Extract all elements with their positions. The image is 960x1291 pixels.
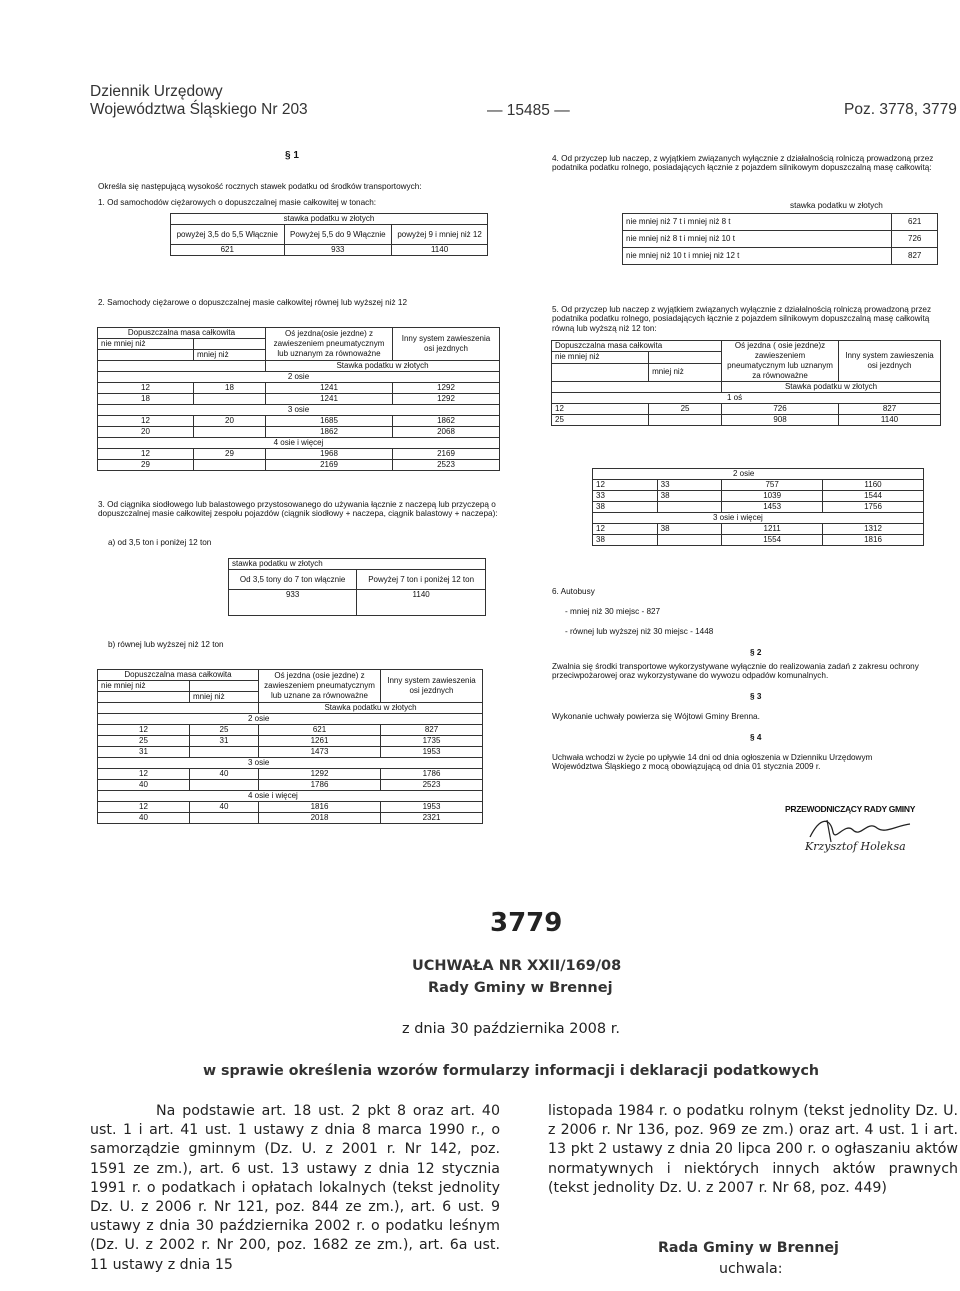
- table-title: stawka podatku w złotych: [171, 214, 488, 225]
- table-row: 12 20 1685 1862: [98, 416, 500, 427]
- rate-cell: 1140: [392, 245, 488, 256]
- item-1-text: 1. Od samochodów ciężarowych o dopuszczalnej masie całkowitej w tonach:: [98, 198, 377, 207]
- item-3-text: 3. Od ciągnika siodłowego lub balastowego przystosowanego do używania łącznie z naczepą lub przyczepą o dopuszczalnej masie całkowitej zespołu pojazdów (ciągnik siodłowy + naczepa, ciągnik balastowy + naczepa):: [98, 500, 498, 519]
- table-row: 12 33 757 1160: [593, 480, 924, 491]
- item-6-text: 6. Autobusy: [552, 587, 595, 596]
- col-head: powyżej 9 i mniej niż 12: [392, 225, 488, 245]
- legal-basis-text: listopada 1984 r. o podatku rolnym (tekst jednolity Dz. U. z 2006 r. Nr 136, poz. 969 ze zm.) oraz art. 4 ust. 1 i art. 13 pkt 2 ustawy z dnia 20 lipca 200 r. o ogłaszaniu aktów normatywnych i niektórych innych aktów prawnych (tekst jednolity Dz. U. z 2007 r. Nr 68, poz. 449): [548, 1103, 958, 1196]
- table-row: 38 1453 1756: [593, 502, 924, 513]
- page-number: — 15485 —: [487, 102, 570, 119]
- col-head: Dopuszczalna masa całkowita: [98, 328, 266, 339]
- item-5-text: 5. Od przyczep lub naczep z wyjątkiem związanych wyłącznie z działalnością rolniczą prowadzoną przez podatnika podatku rolnego, posiadających łącznie z pojazdem silnikowym dopuszczalną masę całkowitą równą lub wyższą niż 12 ton:: [552, 305, 932, 333]
- group-label: 1 oś: [552, 393, 941, 404]
- resolution-subject: w sprawie określenia wzorów formularzy informacji i deklaracji podatkowych: [203, 1063, 820, 1079]
- resolution-title: UCHWAŁA NR XXII/169/08: [412, 958, 622, 974]
- legal-basis-col2: [548, 1102, 958, 1198]
- table-row: nie mniej niż 8 t i mniej niż 10 t 726: [623, 231, 938, 248]
- table-tractors-light: [228, 558, 486, 616]
- item-3a-text: a) od 3,5 ton i poniżej 12 ton: [108, 538, 212, 547]
- table-row: 25 31 1261 1735: [98, 736, 483, 747]
- table-row: 40 1786 2523: [98, 780, 483, 791]
- legal-basis-col1: [90, 1102, 500, 1275]
- journal-issue: Województwa Śląskiego Nr 203: [90, 101, 308, 118]
- paragraph-1-heading: § 1: [285, 150, 299, 161]
- table-row: 33 38 1039 1544: [593, 491, 924, 502]
- table-row: 20 1862 2068: [98, 427, 500, 438]
- col-head: mniej niż: [649, 363, 722, 381]
- col-head: Inny system zawieszenia osi jezdnych: [381, 670, 483, 703]
- legal-basis-text: Na podstawie art. 18 ust. 2 pkt 8 oraz art. 40 ust. 1 i art. 41 ust. 1 ustawy z dnia 8 marca 1990 r., o samorządzie gminnym (Dz. U. z 2001 r. Nr 142, poz. 1591 ze zm.), art. 6 ust. 13 ustawy z dnia 12 stycznia 1991 r. o podatkach i opłatach lokalnych (tekst jednolity Dz. U. z 2006 r. Nr 121, poz. 844 ze zm.), art. 6 ust. 9 ustawy z dnia 30 października 2002 r. o podatku leśnym (Dz. U. z 2002 r. Nr 200, poz. 1682 ze zm.), art. 6a ust. 11 ustawy z dnia 15: [90, 1103, 500, 1273]
- group-label: 3 osie i więcej: [593, 513, 924, 524]
- table-row: 12 25 726 827: [552, 404, 941, 415]
- table-row: nie mniej niż 7 t i mniej niż 8 t 621: [623, 214, 938, 231]
- resolution-number: 3779: [490, 908, 563, 938]
- col-head: mniej niż: [190, 692, 259, 703]
- table-trucks-heavy: [97, 327, 500, 471]
- stamp-title: PRZEWODNICZĄCY RADY GMINY: [785, 804, 916, 814]
- group-label: 2 osie: [98, 714, 483, 725]
- table-trucks-light: [170, 213, 488, 256]
- item-4-text: 4. Od przyczep lub naczep, z wyjątkiem związanych wyłącznie z działalnością rolniczą prowadzoną przez podatnika podatku rolnego, posiadających łącznie z pojazdem silnikowym dopuszczalną masę całkowitą:: [552, 154, 934, 173]
- col-head: nie mniej niż: [552, 352, 649, 363]
- table-row: 18 1241 1292: [98, 394, 500, 405]
- signer-name: Krzysztof Holeksa: [805, 840, 906, 853]
- col-head: Powyżej 7 ton i poniżej 12 ton: [357, 570, 486, 590]
- col-head: Powyżej 5,5 do 9 Włącznie: [284, 225, 392, 245]
- table-row: 31 1473 1953: [98, 747, 483, 758]
- table-row: 12 25 621 827: [98, 725, 483, 736]
- rate-cell: 933: [284, 245, 392, 256]
- col-head: powyżej 3,5 do 5,5 Włącznie: [171, 225, 285, 245]
- rate-cell: 1140: [357, 590, 486, 616]
- group-label: 4 osie i więcej: [98, 791, 483, 802]
- col-head: Oś jezdna ( osie jezdne)z zawieszeniem pneumatycznym lub uznanym za równoważne: [722, 341, 839, 382]
- group-label: 3 osie: [98, 758, 483, 769]
- intro-text: Określa się następującą wysokość rocznych stawek podatku od środków transportowych:: [98, 182, 422, 191]
- item-3b-text: b) równej lub wyższej niż 12 ton: [108, 640, 224, 649]
- paragraph-3-text: Wykonanie uchwały powierza się Wójtowi Gminy Brenna.: [552, 712, 760, 721]
- col-head: Inny system zawieszenia osi jezdnych: [839, 341, 941, 382]
- item-2-text: 2. Samochody ciężarowe o dopuszczalnej masie całkowitej równej lub wyższej niż 12: [98, 298, 407, 307]
- group-label: 2 osie: [593, 469, 924, 480]
- item-6b-text: - równej lub wyższej niż 30 miejsc - 1448: [565, 627, 714, 636]
- col-head: Oś jezdna (osie jezdne) z zawieszeniem pneumatycznym lub uznane za równoważne: [259, 670, 381, 703]
- col-head: nie mniej niż: [98, 681, 190, 692]
- paragraph-4-text: Uchwała wchodzi w życie po upływie 14 dni od dnia ogłoszenia w Dzienniku Urzędowym Województwa Śląskiego z mocą obowiązującą od dnia 01 stycznia 2009 r.: [552, 753, 873, 772]
- table-row: 25 908 1140: [552, 415, 941, 426]
- col-head: Stawka podatku w złotych: [259, 703, 483, 714]
- group-label: 2 osie: [98, 372, 500, 383]
- table-trailers-heavy-cont: [592, 468, 924, 546]
- table-row: 38 1554 1816: [593, 535, 924, 546]
- paragraph-2-heading: § 2: [750, 648, 762, 657]
- table-tractors-heavy: [97, 669, 483, 824]
- signature-stamp: [785, 800, 925, 860]
- col-head: Stawka podatku w złotych: [722, 382, 941, 393]
- paragraph-2-text: Zwalnia się środki transportowe wykorzystywane wyłącznie do realizowania zadań z zakresu ochrony przeciwpożarowej oraz wykorzystywane do wywozu odpadów komunalnych.: [552, 662, 919, 681]
- table-row: 12 40 1292 1786: [98, 769, 483, 780]
- rate-cell: 621: [171, 245, 285, 256]
- col-head: Inny system zawieszenia osi jezdnych: [393, 328, 500, 361]
- table-row: 12 29 1968 2169: [98, 449, 500, 460]
- group-label: 4 osie i więcej: [98, 438, 500, 449]
- table-trailers-light: [622, 213, 938, 265]
- table-row: 29 2169 2523: [98, 460, 500, 471]
- col-head: Dopuszczalna masa całkowita: [98, 670, 259, 681]
- table-row: 12 38 1211 1312: [593, 524, 924, 535]
- council-heading: Rada Gminy w Brennej: [658, 1240, 839, 1256]
- position-ref: Poz. 3778, 3779: [844, 101, 957, 118]
- col-head: nie mniej niż: [98, 339, 194, 350]
- rate-cell: 933: [229, 590, 357, 616]
- table-row: 12 40 1816 1953: [98, 802, 483, 813]
- paragraph-4-heading: § 4: [750, 733, 762, 742]
- table-row: 40 2018 2321: [98, 813, 483, 824]
- resolution-date: z dnia 30 października 2008 r.: [402, 1021, 620, 1037]
- col-head: Dopuszczalna masa całkowita: [552, 341, 722, 352]
- col-head: Oś jezdna(osie jezdne) z zawieszeniem pneumatycznym lub uznanym za równoważne: [266, 328, 393, 361]
- group-label: 3 osie: [98, 405, 500, 416]
- journal-name: Dziennik Urzędowy: [90, 83, 223, 100]
- table-row: 12 18 1241 1292: [98, 383, 500, 394]
- item-6a-text: - mniej niż 30 miejsc - 827: [565, 607, 661, 616]
- journal-title: [90, 83, 308, 119]
- table-title: stawka podatku w złotych: [229, 559, 486, 570]
- council-name: Rady Gminy w Brennej: [428, 980, 613, 996]
- table-5-title: stawka podatku w złotych: [790, 201, 883, 210]
- resolves-label: uchwala:: [719, 1261, 783, 1277]
- col-head: mniej niż: [194, 350, 266, 361]
- col-head: Od 3,5 tony do 7 ton włącznie: [229, 570, 357, 590]
- paragraph-3-heading: § 3: [750, 692, 762, 701]
- table-trailers-heavy: [551, 340, 941, 426]
- table-row: nie mniej niż 10 t i mniej niż 12 t 827: [623, 248, 938, 265]
- col-head: Stawka podatku w złotych: [266, 361, 500, 372]
